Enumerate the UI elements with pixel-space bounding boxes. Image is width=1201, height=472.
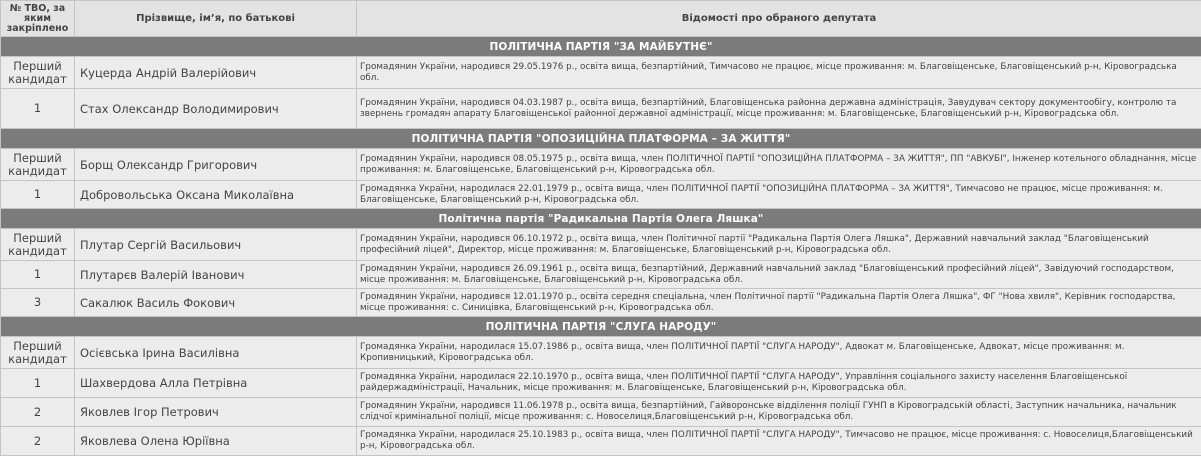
candidate-info: Громадянин України, народився 11.06.1978 р., освіта вища, безпартійний, Гайворонське відділення поліції ГУНП в Кіровоградській області, Заступник начальника, начальник слідчої кримінальної поліції, місце проживання: с. Новоселиця,Благовіщенський р-н, Кіровоградська обл. [357,398,1201,427]
tvo-cell: 1 [1,261,75,289]
table-row [1,57,1201,89]
candidate-name: Сакалюк Василь Фокович [75,289,357,317]
candidate-info: Громадянин України, народився 12.01.1970 р., освіта середня спеціальна, член Політичної партії "Радикальна Партія Олега Ляшка", ФГ "Нова хвиля", Керівник господарства, місце проживання: с. Синицівка, Благовіщенський р-н, Кіровоградська обл. [357,289,1201,317]
candidate-name: Борщ Олександр Григорович [75,149,357,181]
table-row [1,398,1201,427]
party-name: ПОЛІТИЧНА ПАРТІЯ "ЗА МАЙБУТНЄ" [1,37,1201,57]
party-name: ПОЛІТИЧНА ПАРТІЯ "ОПОЗИЦІЙНА ПЛАТФОРМА – ЗА ЖИТТЯ" [1,129,1201,149]
table-row [1,369,1201,398]
candidate-name: Добровольська Оксана Миколаївна [75,181,357,209]
candidate-name: Шахвердова Алла Петрівна [75,369,357,398]
candidate-info: Громадянка України, народилася 22.01.1979 р., освіта вища, член ПОЛІТИЧНОЇ ПАРТІЇ "ОПОЗИЦІЙНА ПЛАТФОРМА – ЗА ЖИТТЯ", Тимчасово не працює, місце проживання: м. Благовіщенське, Благовіщенський р-н, Кіровоградська обл. [357,181,1201,209]
table-row [1,427,1201,456]
table-row [1,261,1201,289]
party-row [1,129,1201,149]
table-row [1,229,1201,261]
candidate-name: Плутарєв Валерій Іванович [75,261,357,289]
party-row [1,37,1201,57]
tvo-cell: 1 [1,369,75,398]
candidate-name: Осієвська Ірина Василівна [75,337,357,369]
candidate-info: Громадянка України, народилася 25.10.1983 р., освіта вища, член ПОЛІТИЧНОЇ ПАРТІЇ "СЛУГА НАРОДУ", Тимчасово не працює, місце проживання: с. Новоселиця,Благовіщенський р-н, Кіровоградська обл. [357,427,1201,456]
table-row [1,289,1201,317]
candidate-info: Громадянка України, народилася 15.07.1986 р., освіта вища, член ПОЛІТИЧНОЇ ПАРТІЇ "СЛУГА НАРОДУ", Адвокат м. Благовіщенське, Адвокат, місце проживання: м. Кропивницький, Кіровоградська обл. [357,337,1201,369]
header-tvo: № ТВО, за яким закріплено [1,1,75,37]
table-row [1,89,1201,129]
candidate-name: Яковлева Олена Юріївна [75,427,357,456]
table-header-row [1,1,1201,37]
tvo-cell: Перший кандидат [1,337,75,369]
table-row [1,149,1201,181]
header-info: Відомості про обраного депутата [357,1,1201,37]
tvo-cell: 1 [1,181,75,209]
tvo-cell: 1 [1,89,75,129]
tvo-cell: Перший кандидат [1,149,75,181]
party-row [1,317,1201,337]
tvo-cell: 3 [1,289,75,317]
table-row [1,337,1201,369]
table-row [1,181,1201,209]
tvo-cell: Перший кандидат [1,57,75,89]
candidate-info: Громадянин України, народився 08.05.1975 р., освіта вища, член ПОЛІТИЧНОЇ ПАРТІЇ "ОПОЗИЦІЙНА ПЛАТФОРМА – ЗА ЖИТТЯ", ПП "АВКУБІ", Інженер котельного обладнання, місце проживання: м. Благовіщенське, Благовіщенський р-н, Кіровоградська обл. [357,149,1201,181]
candidate-name: Куцерда Андрій Валерійович [75,57,357,89]
candidate-info: Громадянин України, народився 04.03.1987 р., освіта вища, безпартійний, Благовіщенська районна державна адміністрація, Завудувач сектору документообігу, контролю та звернень громадян апарату Благовіщенської районної державної адміністрації, місце проживання: м. Благовіщенське, Благовіщенський р-н, Кіровоградська обл. [357,89,1201,129]
tvo-cell: 2 [1,427,75,456]
party-row [1,209,1201,229]
party-name: ПОЛІТИЧНА ПАРТІЯ "СЛУГА НАРОДУ" [1,317,1201,337]
party-name: Політична партія "Радикальна Партія Олега Ляшка" [1,209,1201,229]
tvo-cell: 2 [1,398,75,427]
candidate-info: Громадянин України, народився 29.05.1976 р., освіта вища, безпартійний, Тимчасово не працює, місце проживання: м. Благовіщенське, Благовіщенський р-н, Кіровоградська обл. [357,57,1201,89]
header-name: Прізвище, ім’я, по батькові [75,1,357,37]
candidate-name: Стах Олександр Володимирович [75,89,357,129]
candidate-name: Плутар Сергій Васильович [75,229,357,261]
tvo-cell: Перший кандидат [1,229,75,261]
candidate-name: Яковлев Ігор Петрович [75,398,357,427]
candidate-info: Громадянин України, народився 06.10.1972 р., освіта вища, член Політичної партії "Радикальна Партія Олега Ляшка", Державний навчальний заклад "Благовіщенський професійний ліцей", Директор, місце проживання: м. Благовіщенське, Благовіщенський р-н, Кіровоградська обл. [357,229,1201,261]
candidate-info: Громадянин України, народився 26.09.1961 р., освіта вища, безпартійний, Державний навчальний заклад "Благовіщенський професійний ліцей", Завідуючий господарством, місце проживання: м. Благовіщенське, Благовіщенський р-н, Кіровоградська обл. [357,261,1201,289]
candidate-info: Громадянка України, народилася 22.10.1970 р., освіта вища, член ПОЛІТИЧНОЇ ПАРТІЇ "СЛУГА НАРОДУ", Управління соціального захисту населення Благовіщенської райдержадміністрації, Начальник, місце проживання: м. Благовіщенське, Благовіщенський р-н, Кіровоградська обл. [357,369,1201,398]
